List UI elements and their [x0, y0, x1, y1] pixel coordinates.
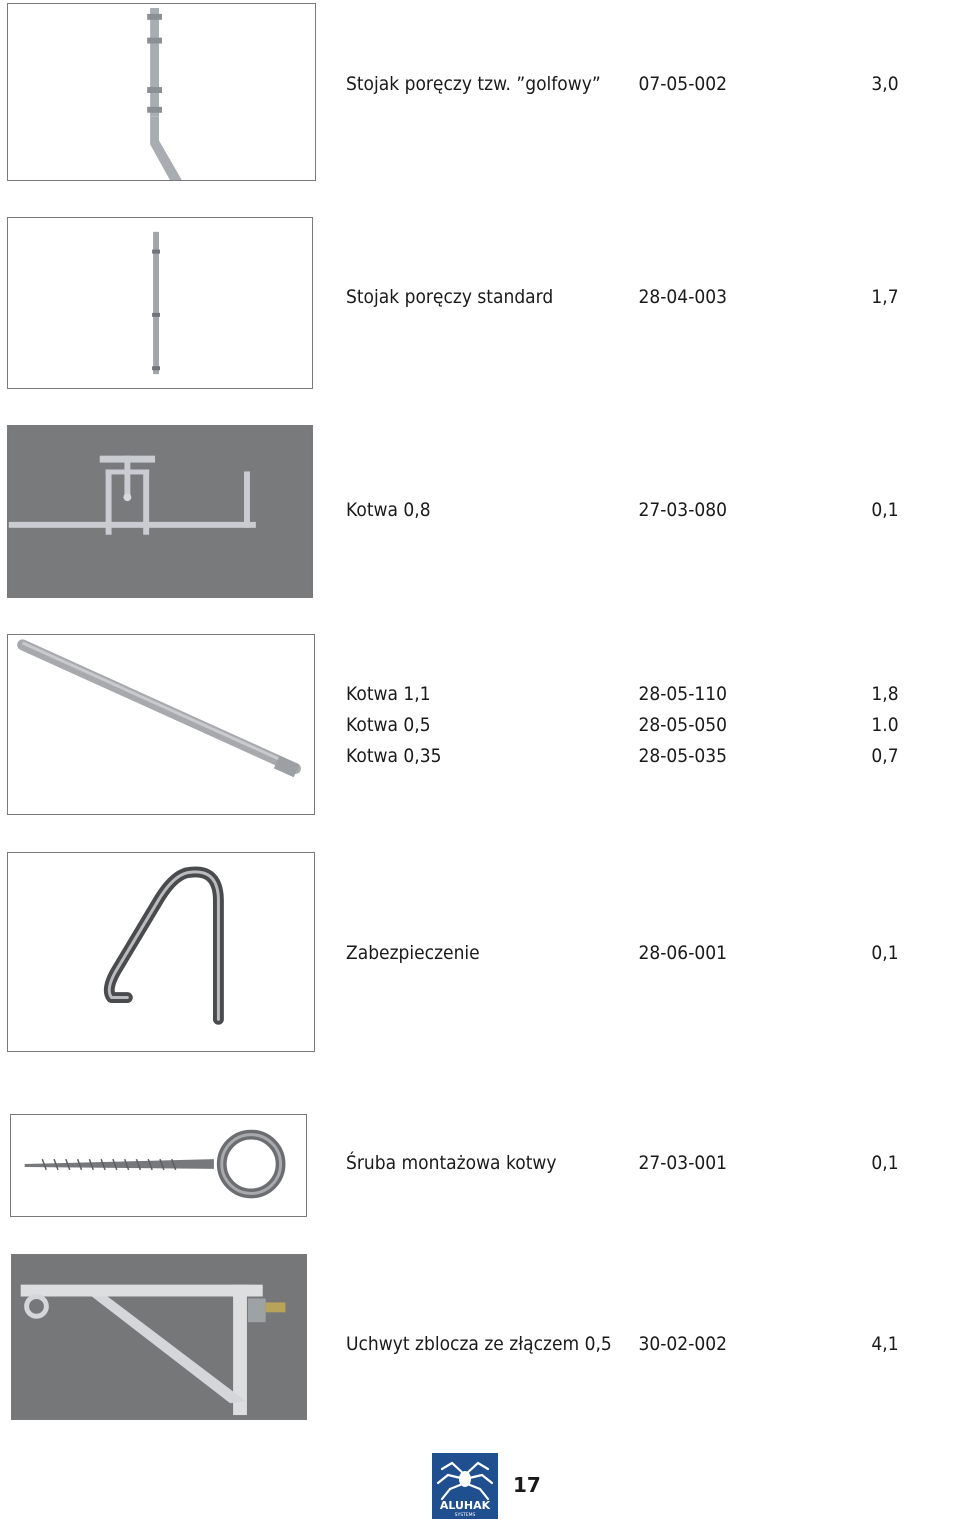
product-weight: 1,8: [871, 683, 899, 705]
product-weight: 3,0: [871, 73, 899, 95]
product-row: [346, 941, 899, 965]
product-photo-eye-bolt: [10, 1114, 307, 1217]
spider-icon: [432, 1453, 498, 1519]
product-weight: 0,1: [871, 499, 899, 521]
product-name: Kotwa 1,1: [346, 683, 431, 705]
product-row: [346, 498, 899, 522]
aluhak-logo: [432, 1453, 498, 1519]
product-photo-pulley-bracket: [11, 1254, 307, 1420]
product-photo-safety-pin: [7, 852, 315, 1052]
product-weight: 0,1: [871, 1152, 899, 1174]
product-name: Kotwa 0,35: [346, 745, 442, 767]
product-row: [346, 682, 899, 706]
product-code: 28-05-110: [638, 683, 728, 705]
product-row: [346, 1332, 899, 1356]
anchor-clamp-icon: [8, 426, 312, 597]
product-name: Kotwa 0,8: [346, 499, 431, 521]
product-weight: 1.0: [871, 714, 899, 736]
anchor-tube-icon: [8, 635, 314, 814]
product-code: 28-06-001: [638, 942, 728, 964]
product-name: Kotwa 0,5: [346, 714, 431, 736]
product-photo-anchor-tube: [7, 634, 315, 815]
product-code: 28-04-003: [638, 286, 728, 308]
product-code: 30-02-002: [638, 1333, 728, 1355]
product-weight: 0,7: [871, 745, 899, 767]
standard-railing-post-icon: [8, 218, 312, 388]
product-row: [346, 1151, 899, 1175]
product-name: Stojak poręczy tzw. ”golfowy”: [346, 73, 601, 95]
product-code: 27-03-001: [638, 1152, 728, 1174]
product-weight: 0,1: [871, 942, 899, 964]
product-row: [346, 713, 899, 737]
pulley-bracket-icon: [12, 1255, 306, 1419]
product-code: 28-05-050: [638, 714, 728, 736]
product-photo-golf-post: [7, 3, 316, 181]
product-code: 07-05-002: [638, 73, 728, 95]
product-name: Zabezpieczenie: [346, 942, 480, 964]
product-name: Śruba montażowa kotwy: [346, 1152, 557, 1174]
product-row: [346, 285, 899, 309]
logo-text: ALUHAK: [439, 1499, 491, 1512]
page-number: 17: [513, 1473, 541, 1497]
product-weight: 4,1: [871, 1333, 899, 1355]
golf-railing-post-icon: [8, 4, 315, 180]
logo-subtext: SYSTEMS: [454, 1513, 476, 1518]
product-name: Stojak poręczy standard: [346, 286, 554, 308]
product-photo-anchor-clamp: [7, 425, 313, 598]
product-photo-standard-post: [7, 217, 313, 389]
eye-bolt-icon: [11, 1115, 306, 1216]
product-code: 27-03-080: [638, 499, 728, 521]
safety-pin-icon: [8, 853, 314, 1051]
product-row: [346, 72, 899, 96]
product-row: [346, 744, 899, 768]
product-weight: 1,7: [871, 286, 899, 308]
product-name: Uchwyt zblocza ze złączem 0,5: [346, 1333, 612, 1355]
product-code: 28-05-035: [638, 745, 728, 767]
